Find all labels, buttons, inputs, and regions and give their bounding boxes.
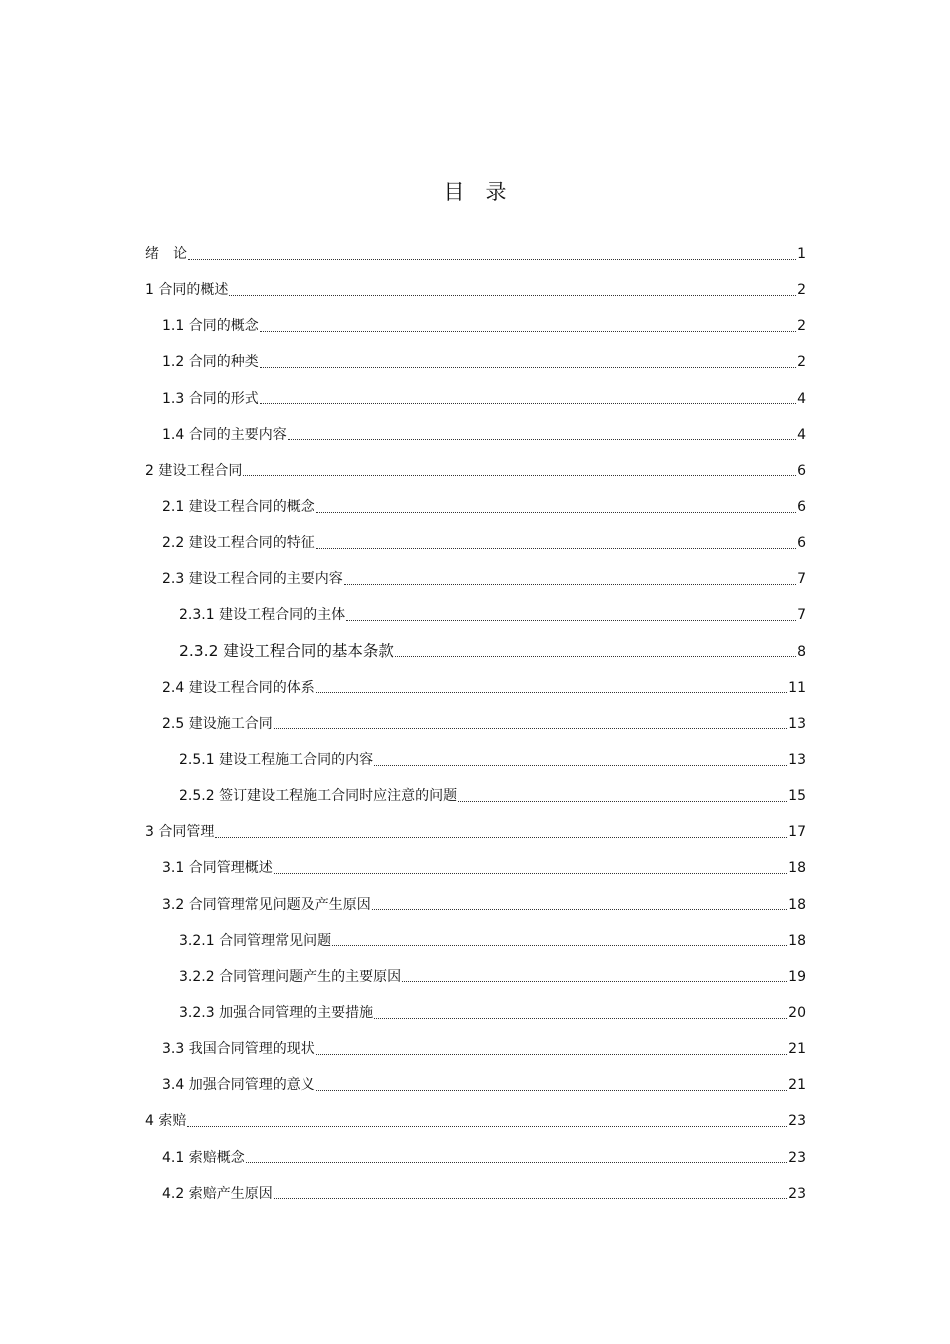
toc-entry[interactable] (145, 814, 806, 850)
toc-page-number: 6 (797, 535, 806, 552)
toc-entry-title: 2.1 建设工程合同的概念 (162, 499, 315, 516)
toc-dot-leader (215, 837, 787, 838)
toc-dot-leader (374, 1018, 787, 1019)
toc-dot-leader (316, 548, 796, 549)
toc-entry-title: 1.3 合同的形式 (162, 390, 259, 407)
toc-dot-leader (246, 1162, 787, 1163)
toc-entry-title: 2.4 建设工程合同的体系 (162, 679, 315, 696)
toc-dot-leader (316, 1054, 787, 1055)
toc-dot-leader (274, 873, 787, 874)
toc-entry-title: 2.5.1 建设工程施工合同的内容 (179, 752, 374, 769)
toc-dot-leader (274, 1198, 787, 1199)
toc-dot-leader (332, 945, 787, 946)
toc-entry-title: 3.2.3 加强合同管理的主要措施 (179, 1005, 374, 1022)
toc-entry-title: 3 合同管理 (145, 824, 215, 841)
toc-page-number: 23 (788, 1149, 806, 1166)
toc-entry-title: 2 建设工程合同 (145, 462, 243, 479)
toc-entry[interactable] (145, 634, 806, 670)
toc-entry-title: 绪 论 (145, 246, 187, 263)
toc-entry-title: 3.2.1 合同管理常见问题 (179, 932, 332, 949)
toc-entry-title: 2.5 建设施工合同 (162, 715, 273, 732)
toc-dot-leader (229, 295, 796, 296)
toc-entry[interactable] (145, 778, 806, 814)
toc-page-number: 21 (788, 1041, 806, 1058)
toc-dot-leader (243, 475, 796, 476)
toc-page-number: 4 (797, 426, 806, 443)
toc-page-number: 21 (788, 1077, 806, 1094)
toc-entry[interactable] (145, 670, 806, 706)
toc-page-number: 19 (788, 968, 806, 985)
toc-dot-leader (402, 981, 787, 982)
toc-dot-leader (316, 692, 787, 693)
toc-page-number: 23 (788, 1185, 806, 1202)
table-of-contents (145, 236, 806, 1212)
toc-entry-title: 2.2 建设工程合同的特征 (162, 535, 315, 552)
toc-page-number: 1 (797, 246, 806, 263)
toc-entry[interactable] (145, 236, 806, 272)
toc-entry-title: 3.2.2 合同管理问题产生的主要原因 (179, 968, 402, 985)
toc-entry[interactable] (145, 489, 806, 525)
toc-page-number: 18 (788, 896, 806, 913)
toc-entry[interactable] (145, 1031, 806, 1067)
toc-entry[interactable] (145, 742, 806, 778)
toc-entry[interactable] (145, 923, 806, 959)
toc-entry[interactable] (145, 308, 806, 344)
toc-page-number: 17 (788, 824, 806, 841)
toc-entry-title: 4.1 索赔概念 (162, 1149, 245, 1166)
toc-entry[interactable] (145, 850, 806, 886)
toc-dot-leader (274, 728, 787, 729)
toc-page-number: 18 (788, 932, 806, 949)
toc-page-number: 7 (797, 571, 806, 588)
toc-entry[interactable] (145, 995, 806, 1031)
toc-entry-title: 4.2 索赔产生原因 (162, 1185, 273, 1202)
toc-entry-title: 2.5.2 签订建设工程施工合同时应注意的问题 (179, 788, 458, 805)
toc-entry[interactable] (145, 381, 806, 417)
toc-page-number: 23 (788, 1113, 806, 1130)
toc-entry-title: 3.3 我国合同管理的现状 (162, 1041, 315, 1058)
toc-entry-title: 1.4 合同的主要内容 (162, 426, 287, 443)
toc-entry[interactable] (145, 1103, 806, 1139)
toc-dot-leader (188, 259, 796, 260)
toc-page-number: 11 (788, 679, 806, 696)
toc-entry[interactable] (145, 525, 806, 561)
toc-page-number: 2 (797, 354, 806, 371)
toc-dot-leader (374, 765, 787, 766)
toc-page-number: 6 (797, 499, 806, 516)
toc-page-number: 20 (788, 1005, 806, 1022)
toc-entry[interactable] (145, 561, 806, 597)
toc-page-number: 13 (788, 715, 806, 732)
toc-dot-leader (395, 656, 796, 657)
toc-entry[interactable] (145, 597, 806, 633)
toc-dot-leader (372, 909, 787, 910)
toc-dot-leader (288, 439, 796, 440)
toc-entry[interactable] (145, 959, 806, 995)
toc-page-number: 18 (788, 860, 806, 877)
toc-page-number: 13 (788, 752, 806, 769)
toc-entry-title: 2.3 建设工程合同的主要内容 (162, 571, 343, 588)
toc-page-number: 8 (797, 643, 806, 660)
toc-dot-leader (344, 584, 796, 585)
toc-entry[interactable] (145, 1176, 806, 1212)
toc-dot-leader (346, 620, 796, 621)
toc-entry[interactable] (145, 344, 806, 380)
toc-dot-leader (260, 367, 796, 368)
toc-dot-leader (187, 1126, 787, 1127)
toc-entry[interactable] (145, 1140, 806, 1176)
toc-entry-title: 3.2 合同管理常见问题及产生原因 (162, 896, 371, 913)
toc-title: 目 录 (443, 180, 507, 204)
toc-entry-title: 2.3.2 建设工程合同的基本条款 (179, 641, 394, 660)
toc-entry-title: 4 索赔 (145, 1113, 187, 1130)
toc-page-number: 2 (797, 282, 806, 299)
toc-entry[interactable] (145, 1067, 806, 1103)
toc-page-number: 6 (797, 462, 806, 479)
toc-entry[interactable] (145, 272, 806, 308)
toc-dot-leader (316, 512, 796, 513)
toc-entry-title: 3.1 合同管理概述 (162, 860, 273, 877)
toc-entry[interactable] (145, 453, 806, 489)
toc-entry[interactable] (145, 417, 806, 453)
toc-dot-leader (458, 801, 787, 802)
toc-page-number: 4 (797, 390, 806, 407)
toc-page-number: 7 (797, 607, 806, 624)
toc-entry[interactable] (145, 706, 806, 742)
toc-entry-title: 1.2 合同的种类 (162, 354, 259, 371)
toc-entry[interactable] (145, 887, 806, 923)
toc-page-number: 15 (788, 788, 806, 805)
toc-dot-leader (260, 331, 796, 332)
toc-page-number: 2 (797, 318, 806, 335)
toc-entry-title: 2.3.1 建设工程合同的主体 (179, 607, 346, 624)
toc-entry-title: 1 合同的概述 (145, 282, 229, 299)
toc-entry-title: 1.1 合同的概念 (162, 318, 259, 335)
toc-dot-leader (316, 1090, 787, 1091)
toc-entry-title: 3.4 加强合同管理的意义 (162, 1077, 315, 1094)
toc-dot-leader (260, 403, 796, 404)
